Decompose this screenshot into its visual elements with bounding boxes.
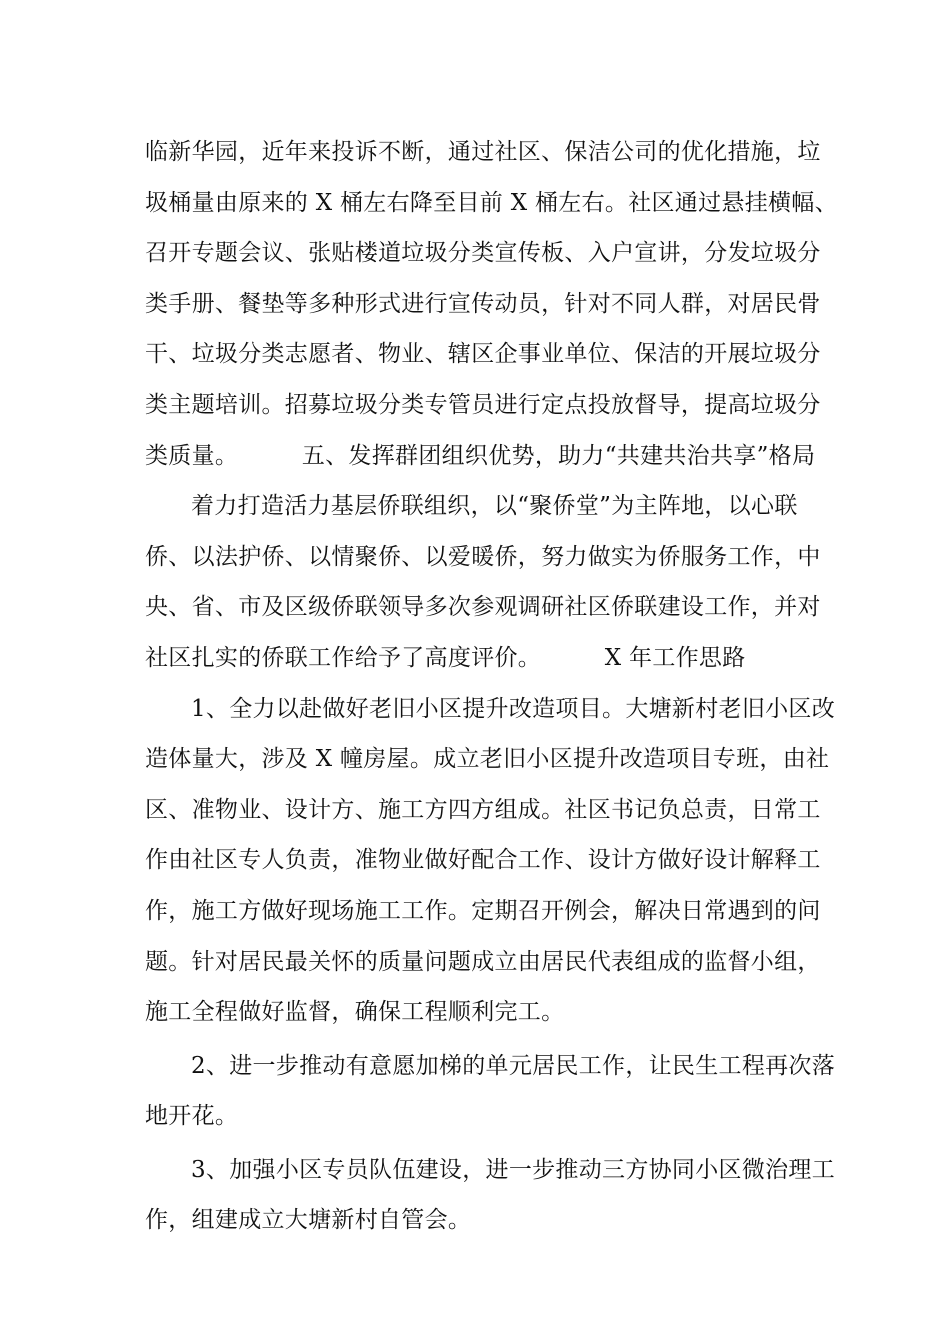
- paragraph-line: 施工全程做好监督，确保工程顺利完工。: [145, 999, 565, 1026]
- paragraph-line: 题。针对居民最关怀的质量问题成立由居民代表组成的监督小组，: [145, 948, 821, 975]
- paragraph-line: 造体量大，涉及 X 幢房屋。成立老旧小区提升改造项目专班，由社: [145, 746, 830, 773]
- paragraph-line: 临新华园，近年来投诉不断，通过社区、保洁公司的优化措施，垃: [145, 139, 821, 165]
- paragraph-line: 央、省、市及区级侨联领导多次参观调研社区侨联建设工作，并对: [145, 594, 821, 621]
- paragraph-line: 2、进一步推动有意愿加梯的单元居民工作，让民生工程再次落: [191, 1052, 836, 1079]
- paragraph-line: 作，施工方做好现场施工工作。定期召开例会，解决日常遇到的问: [145, 897, 821, 924]
- paragraph-line: 作由社区专人负责，准物业做好配合工作、设计方做好设计解释工: [145, 847, 821, 874]
- paragraph-line: 区、准物业、设计方、施工方四方组成。社区书记负总责，日常工: [145, 796, 821, 823]
- section-heading: 五、发挥群团组织优势，助力“共建共治共享”格局: [301, 442, 816, 469]
- paragraph-end-text: 类质量。: [145, 442, 239, 469]
- paragraph-end-text: 社区扎实的侨联工作给予了高度评价。: [145, 644, 542, 671]
- paragraph-line: 圾桶量由原来的 X 桶左右降至目前 X 桶左右。社区通过悬挂横幅、: [145, 189, 838, 216]
- paragraph-line: 召开专题会议、张贴楼道垃圾分类宣传板、入户宣讲，分发垃圾分: [145, 240, 821, 267]
- paragraph-line: 类手册、餐垫等多种形式进行宣传动员，针对不同人群，对居民骨: [145, 290, 821, 317]
- paragraph-line: 1、全力以赴做好老旧小区提升改造项目。大塘新村老旧小区改: [191, 695, 836, 722]
- work-plan-heading: X 年工作思路: [604, 644, 746, 671]
- paragraph-line: 3、加强小区专员队伍建设，进一步推动三方协同小区微治理工: [191, 1156, 836, 1183]
- paragraph-line-with-heading: [145, 633, 810, 684]
- paragraph-line: 着力打造活力基层侨联组织，以“聚侨堂”为主阵地，以心联: [191, 493, 798, 520]
- paragraph-line: 侨、以法护侨、以情聚侨、以爱暖侨，努力做实为侨服务工作，中: [145, 543, 821, 570]
- paragraph-line: 作，组建成立大塘新村自管会。: [145, 1207, 472, 1234]
- document-body: [145, 127, 838, 1246]
- paragraph-line-with-heading: [145, 431, 816, 482]
- paragraph-line: 干、垃圾分类志愿者、物业、辖区企事业单位、保洁的开展垃圾分: [145, 341, 821, 368]
- paragraph-line: 类主题培训。招募垃圾分类专管员进行定点投放督导，提高垃圾分: [145, 391, 821, 418]
- paragraph-line: 地开花。: [145, 1103, 239, 1130]
